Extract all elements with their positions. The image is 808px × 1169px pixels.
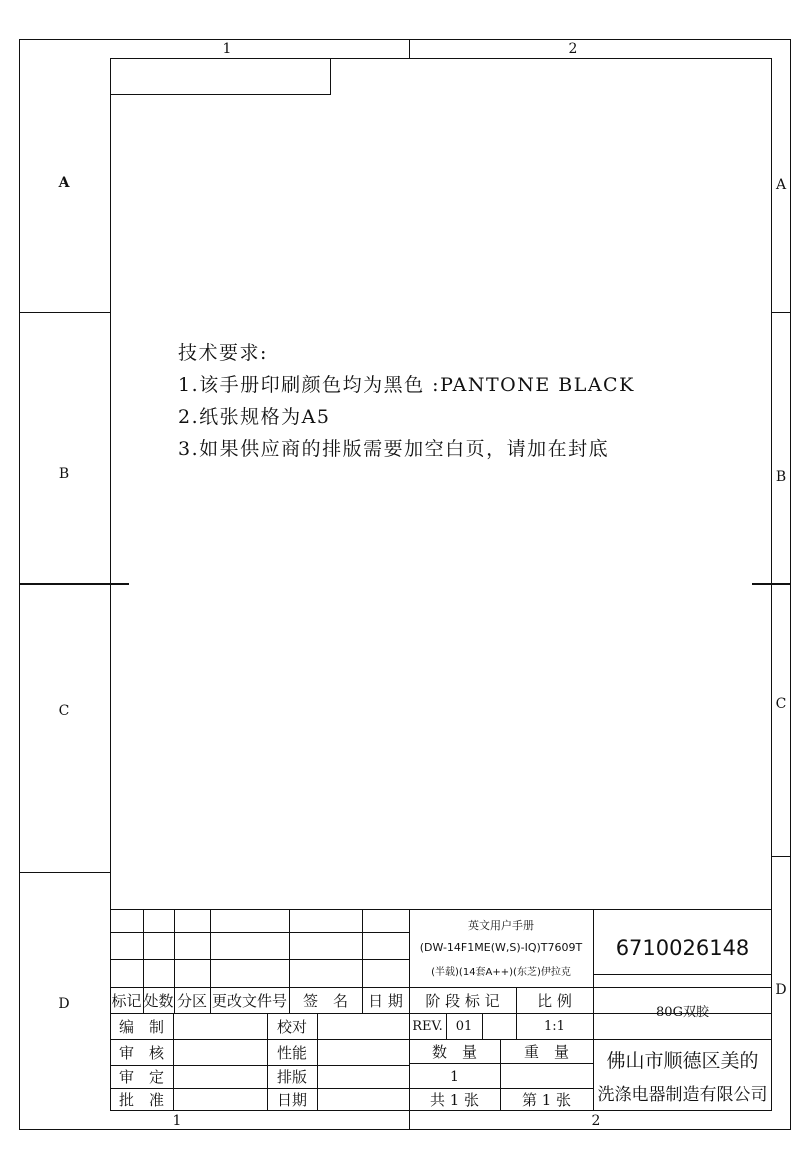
bottom-col-label-1: 1 xyxy=(172,1113,182,1129)
notes-line-3: 3.如果供应商的排版需要加空白页，请加在封底 xyxy=(178,438,610,460)
tb-material-line xyxy=(593,1039,772,1040)
top-left-code-box xyxy=(110,58,331,95)
hdr-count: 处数 xyxy=(143,991,174,1010)
rev-label: REV. xyxy=(412,1018,443,1034)
check-layout: 排版 xyxy=(276,1068,307,1086)
tb-rev-line-1 xyxy=(110,932,409,933)
bottom-col-label-2: 2 xyxy=(591,1113,601,1129)
stage-label: 阶 段 标 记 xyxy=(425,991,500,1010)
hdr-change-doc: 更改文件号 xyxy=(211,991,287,1010)
qty-label: 数 量 xyxy=(431,1042,477,1061)
hdr-signature: 签 名 xyxy=(302,991,348,1010)
bottom-col-divider xyxy=(409,1111,410,1130)
company-line-2: 洗涤电器制造有限公司 xyxy=(597,1084,768,1105)
notes-heading: 技术要求: xyxy=(178,342,268,364)
hdr-zone: 分区 xyxy=(176,991,207,1010)
check-performance: 性能 xyxy=(276,1043,307,1062)
tb-qty-line xyxy=(409,1063,593,1064)
sheet-number: 第 1 张 xyxy=(521,1091,572,1109)
right-row-label-a: A xyxy=(775,177,787,193)
technical-notes xyxy=(178,337,635,465)
right-row-label-b: B xyxy=(775,469,787,485)
scale-label: 比 例 xyxy=(537,991,572,1010)
notes-line-1: 1.该手册印刷颜色均为黑色 :PANTONE BLACK xyxy=(178,374,635,396)
tb-partno-line xyxy=(593,974,772,975)
left-row-label-a: A xyxy=(58,175,70,191)
weight-label: 重 量 xyxy=(523,1042,569,1061)
qty-value: 1 xyxy=(450,1068,459,1085)
tb-vline-6 xyxy=(173,1013,174,1111)
check-proofread: 校对 xyxy=(276,1017,307,1036)
role-approve: 批 准 xyxy=(118,1091,164,1109)
tb-vline-8 xyxy=(317,1013,318,1111)
left-row-label-b: B xyxy=(58,466,70,482)
hdr-date: 日 期 xyxy=(368,991,403,1010)
left-zone-divider-cd xyxy=(19,872,110,873)
doc-title-line-2: (DW-14F1ME(W,S)-IQ)T7609T xyxy=(419,940,583,954)
right-zone-divider-bc xyxy=(752,583,791,585)
tb-vline-13 xyxy=(482,1013,483,1039)
role-review: 审 核 xyxy=(118,1043,164,1062)
left-zone-divider-ab xyxy=(19,312,110,313)
left-row-label-d: D xyxy=(58,996,70,1012)
right-row-label-c: C xyxy=(775,696,787,712)
check-date: 日期 xyxy=(276,1091,307,1109)
part-number: 6710026148 xyxy=(615,936,750,960)
right-zone-divider-cd xyxy=(772,856,791,857)
right-zone-divider-ab xyxy=(772,312,791,313)
rev-value: 01 xyxy=(455,1018,473,1034)
top-col-label-2: 2 xyxy=(568,41,578,57)
sheets-total: 共 1 张 xyxy=(429,1091,480,1109)
doc-title-line-1: 英文用户手册 xyxy=(468,919,534,932)
left-zone-divider-bc xyxy=(19,583,129,585)
top-col-divider xyxy=(409,39,410,58)
tb-rev-line-2 xyxy=(110,959,409,960)
scale-value: 1:1 xyxy=(544,1018,565,1034)
doc-title-line-3: (半载)(14套A++)(东芝)伊拉克 xyxy=(431,966,571,978)
material: 80G双胶 xyxy=(656,1004,709,1020)
company-line-1: 佛山市顺德区美的 xyxy=(606,1049,759,1072)
role-approve-check: 审 定 xyxy=(118,1068,164,1086)
hdr-mark: 标记 xyxy=(111,991,142,1010)
notes-line-2: 2.纸张规格为A5 xyxy=(178,406,331,428)
role-prepared: 编 制 xyxy=(118,1017,164,1036)
right-row-label-d: D xyxy=(775,982,787,998)
left-row-label-c: C xyxy=(58,703,70,719)
top-col-label-1: 1 xyxy=(222,41,232,57)
